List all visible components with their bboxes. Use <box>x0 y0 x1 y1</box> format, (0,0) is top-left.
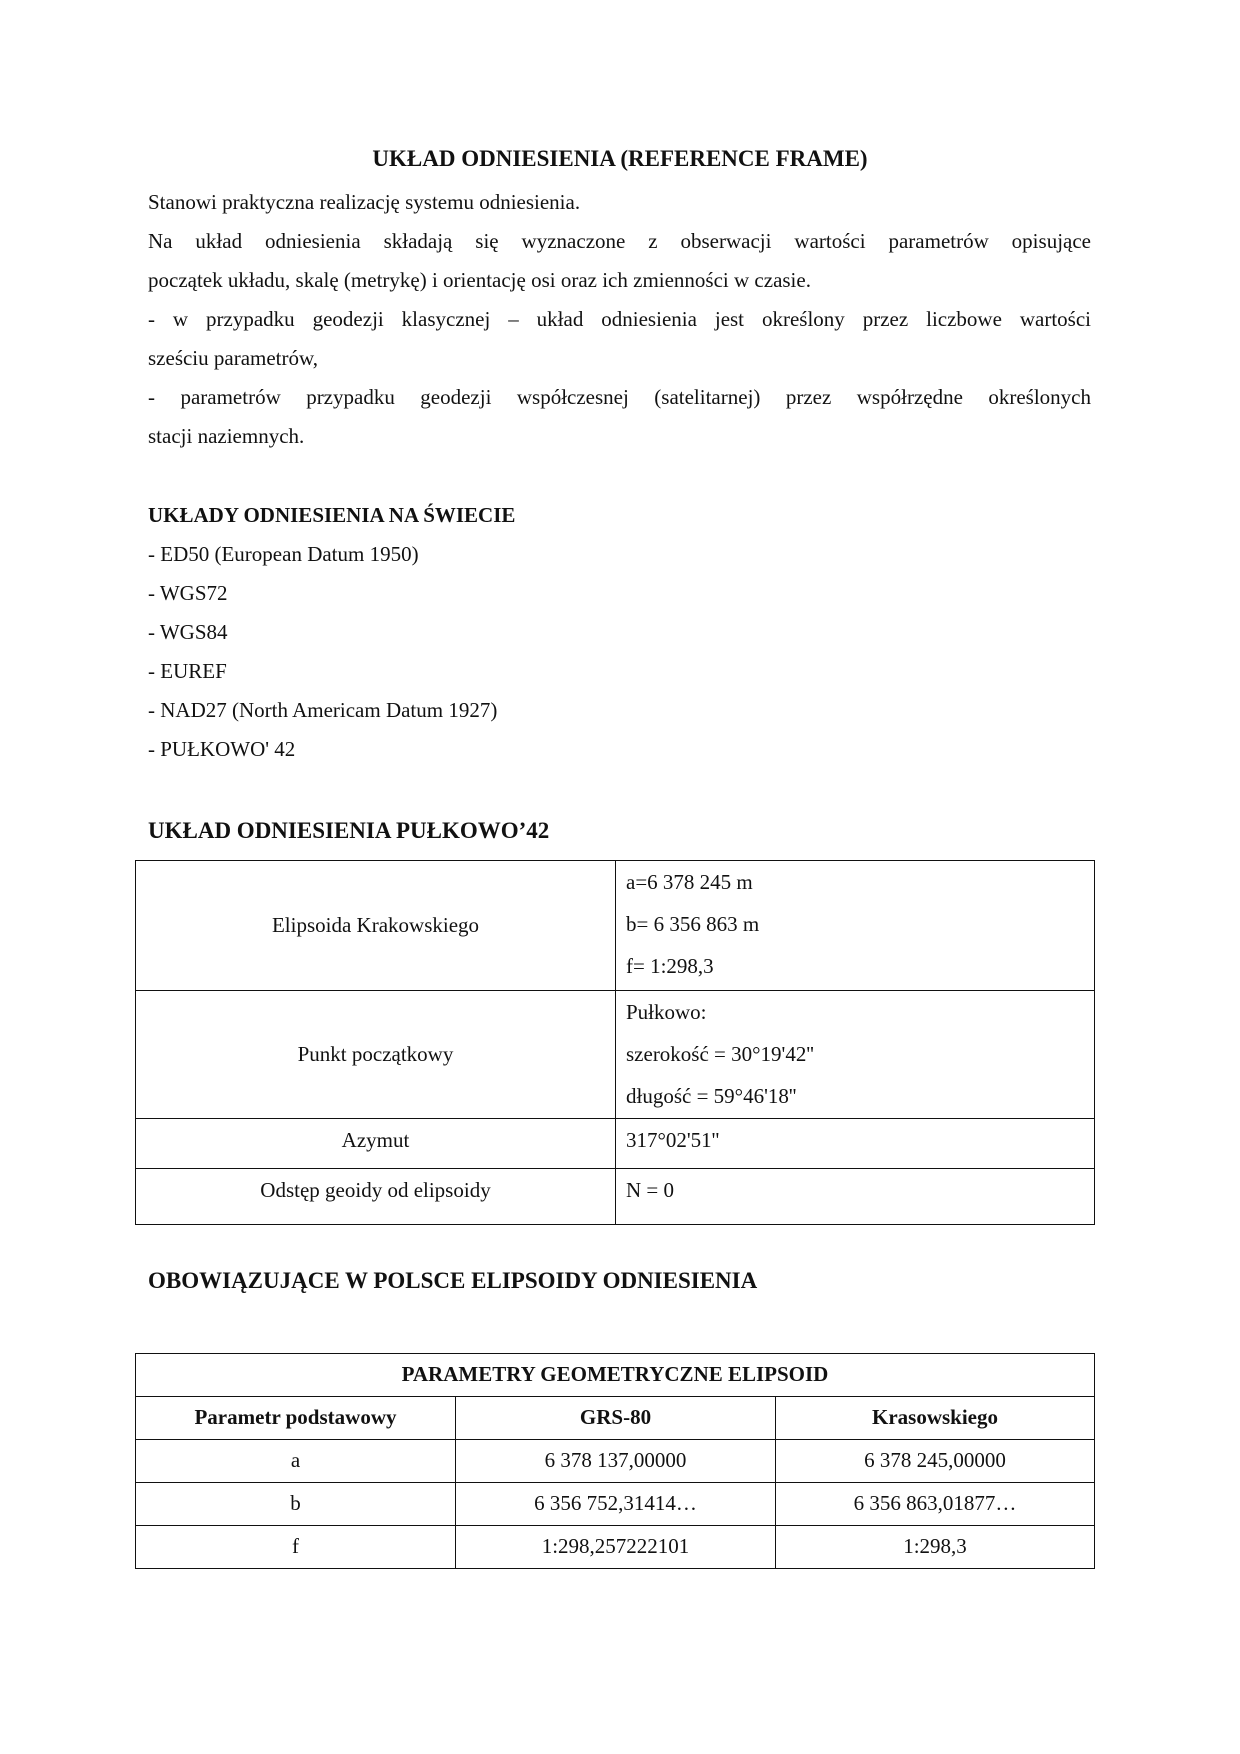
table-row <box>136 1526 1095 1569</box>
world-frames-heading: UKŁADY ODNIESIENIA NA ŚWIECIE <box>148 503 516 527</box>
list-item: - WGS84 <box>148 620 228 644</box>
table-row <box>136 1483 1095 1526</box>
row-label: Punkt początkowy <box>136 991 616 1119</box>
table-cell: 6 378 245,00000 <box>776 1440 1095 1483</box>
table-cell: b <box>136 1483 456 1526</box>
intro-paragraph-4-line-1: - parametrów przypadku geodezji współczesnej (satelitarnej) przez współrzędne określonych <box>148 385 1091 409</box>
column-header: Parametr podstawowy <box>136 1397 456 1440</box>
list-item: - NAD27 (North Americam Datum 1927) <box>148 698 498 722</box>
intro-paragraph-3-line-2: sześciu parametrów, <box>148 346 319 370</box>
table-row <box>136 1169 1095 1225</box>
value-geoid-separation: N = 0 <box>626 1178 675 1202</box>
ellipsoid-parameters-table <box>135 1353 1095 1569</box>
table-row <box>136 991 1095 1119</box>
row-label: Odstęp geoidy od elipsoidy <box>136 1169 616 1225</box>
table-row <box>136 1440 1095 1483</box>
list-item: - EUREF <box>148 659 227 683</box>
table-cell: 1:298,257222101 <box>456 1526 776 1569</box>
poland-ellipsoids-heading: OBOWIĄZUJĄCE W POLSCE ELIPSOIDY ODNIESIENIA <box>148 1268 758 1293</box>
table-cell: 6 356 752,31414… <box>456 1483 776 1526</box>
intro-paragraph-4-line-2: stacji naziemnych. <box>148 424 305 448</box>
list-item: - PUŁKOWO' 42 <box>148 737 296 761</box>
value-f: f= 1:298,3 <box>626 954 714 978</box>
column-header: Krasowskiego <box>776 1397 1095 1440</box>
list-item: - WGS72 <box>148 581 228 605</box>
intro-paragraph-1: Stanowi praktyczna realizację systemu odniesienia. <box>148 190 581 214</box>
table-cell: f <box>136 1526 456 1569</box>
value-longitude: długość = 59°46'18'' <box>626 1084 797 1108</box>
table-cell: 6 356 863,01877… <box>776 1483 1095 1526</box>
column-header: GRS-80 <box>456 1397 776 1440</box>
value-point-name: Pułkowo: <box>626 1000 707 1024</box>
value-latitude: szerokość = 30°19'42'' <box>626 1042 814 1066</box>
value-b: b= 6 356 863 m <box>626 912 760 936</box>
page-title: UKŁAD ODNIESIENIA (REFERENCE FRAME) <box>372 146 868 171</box>
row-label: Azymut <box>136 1119 616 1169</box>
intro-paragraph-2-line-1: Na układ odniesienia składają się wyznaczone z obserwacji wartości parametrów opisujące <box>148 229 1091 253</box>
value-a: a=6 378 245 m <box>626 870 753 894</box>
row-label: Elipsoida Krakowskiego <box>136 861 616 991</box>
list-item: - ED50 (European Datum 1950) <box>148 542 419 566</box>
value-azimuth: 317°02'51'' <box>626 1128 720 1152</box>
row-values <box>616 1169 1095 1225</box>
intro-paragraph-3-line-1: - w przypadku geodezji klasycznej – układ odniesienia jest określony przez liczbowe wartości <box>148 307 1091 331</box>
row-values <box>616 1119 1095 1169</box>
table-header-row <box>136 1397 1095 1440</box>
intro-paragraph-2-line-2: początek układu, skalę (metrykę) i orientację osi oraz ich zmienności w czasie. <box>148 268 811 292</box>
table-cell: 6 378 137,00000 <box>456 1440 776 1483</box>
pulkowo-table <box>135 860 1095 1225</box>
table-row <box>136 861 1095 991</box>
table-row <box>136 1119 1095 1169</box>
table-cell: 1:298,3 <box>776 1526 1095 1569</box>
table-title-row <box>136 1354 1095 1397</box>
table-title: PARAMETRY GEOMETRYCZNE ELIPSOID <box>136 1354 1095 1397</box>
row-values <box>616 991 1095 1119</box>
row-values <box>616 861 1095 991</box>
pulkowo-heading: UKŁAD ODNIESIENIA PUŁKOWO’42 <box>148 818 550 843</box>
table-cell: a <box>136 1440 456 1483</box>
